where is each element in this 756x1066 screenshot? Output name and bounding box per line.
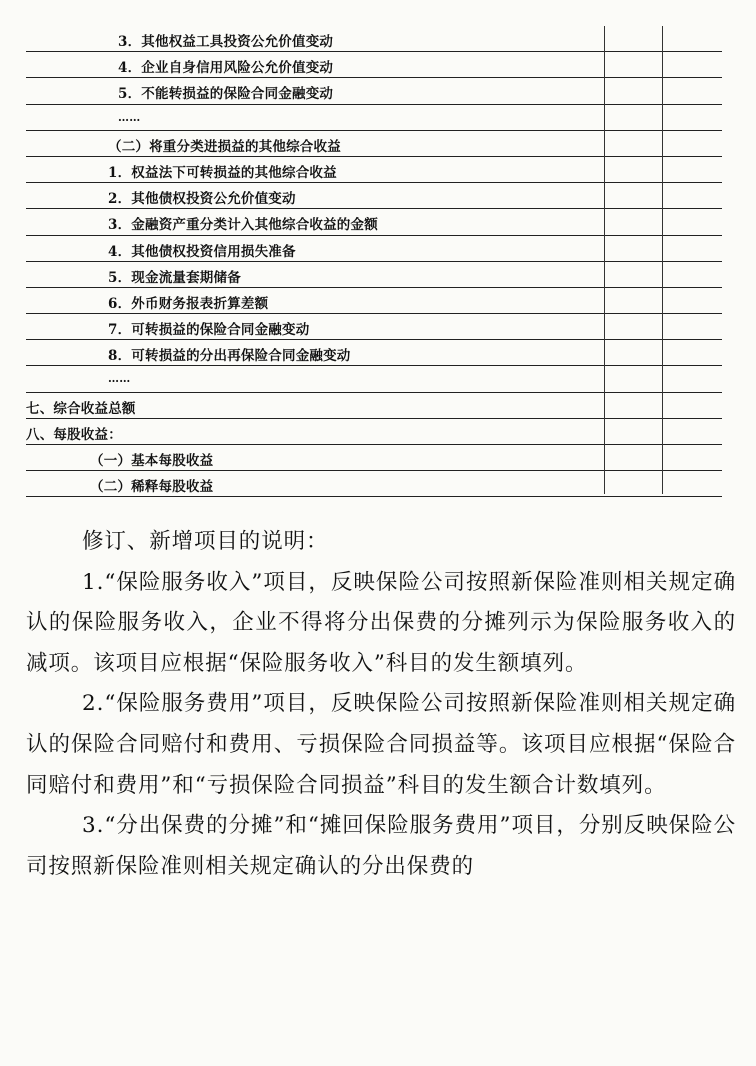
revision-notes [26, 522, 736, 887]
prior-period-cell [664, 262, 722, 287]
prior-period-cell [664, 52, 722, 77]
row-label: 2．其他债权投资公允价值变动 [108, 191, 296, 208]
prior-period-cell [664, 314, 722, 339]
current-period-cell [604, 131, 664, 156]
current-period-cell [604, 314, 664, 339]
table-row [26, 131, 722, 157]
current-period-cell [604, 26, 664, 51]
current-period-cell [604, 366, 664, 391]
table-row [26, 105, 722, 131]
note-paragraph-3: 3.“分出保费的分摊”和“摊回保险服务费用”项目，分别反映保险公司按照新保险准则相关规定确认的分出保费的 [26, 813, 736, 879]
row-label: 6．外币财务报表折算差额 [108, 295, 269, 312]
note-paragraph-1: 1.“保险服务收入”项目，反映保险公司按照新保险准则相关规定确认的保险服务收入，企业不得将分出保费的分摊列示为保险服务收入的减项。该项目应根据“保险服务收入”科目的发生额填列。 [26, 569, 736, 676]
row-label: 八、每股收益： [26, 426, 122, 443]
current-period-cell [604, 78, 664, 103]
table-row [26, 78, 722, 104]
prior-period-cell [664, 471, 722, 496]
table-row [26, 209, 722, 235]
row-label: 5．不能转损益的保险合同金融变动 [118, 86, 334, 103]
current-period-cell [604, 183, 664, 208]
prior-period-cell [664, 419, 722, 444]
prior-period-cell [664, 131, 722, 156]
table-row [26, 393, 722, 419]
current-period-cell [604, 52, 664, 77]
row-label: 4．其他债权投资信用损失准备 [108, 243, 296, 260]
table-row [26, 366, 722, 392]
current-period-cell [604, 393, 664, 418]
note-paragraph-2: 2.“保险服务费用”项目，反映保险公司按照新保险准则相关规定确认的保险合同赔付和费用、亏损保险合同损益等。该项目应根据“保险合同赔付和费用”和“亏损保险合同损益”科目的发生额合计数填列。 [26, 691, 736, 798]
table-row [26, 340, 722, 366]
table-column-divider [662, 26, 663, 494]
current-period-cell [604, 105, 664, 130]
table-column-divider [604, 26, 605, 494]
row-label: …… [118, 110, 141, 124]
row-label: 4．企业自身信用风险公允价值变动 [118, 60, 334, 77]
current-period-cell [604, 419, 664, 444]
current-period-cell [604, 445, 664, 470]
current-period-cell [604, 236, 664, 261]
table-row [26, 262, 722, 288]
income-statement-table [26, 26, 722, 497]
prior-period-cell [664, 105, 722, 130]
current-period-cell [604, 471, 664, 496]
row-label: （二）将重分类进损益的其他综合收益 [108, 138, 341, 155]
row-label: （一）基本每股收益 [90, 453, 214, 469]
row-label: 1．权益法下可转损益的其他综合收益 [108, 164, 337, 181]
prior-period-cell [664, 209, 722, 234]
prior-period-cell [664, 183, 722, 208]
table-row [26, 419, 722, 445]
prior-period-cell [664, 340, 722, 365]
row-label: 七、综合收益总额 [26, 400, 136, 417]
table-row [26, 445, 722, 471]
table-row [26, 471, 722, 497]
row-label: 7．可转损益的保险合同金融变动 [108, 322, 310, 339]
current-period-cell [604, 288, 664, 313]
row-label: …… [108, 372, 131, 386]
table-row [26, 52, 722, 78]
prior-period-cell [664, 78, 722, 103]
row-label: 3．金融资产重分类计入其他综合收益的金额 [108, 217, 378, 234]
prior-period-cell [664, 288, 722, 313]
table-row [26, 236, 722, 262]
prior-period-cell [664, 366, 722, 391]
prior-period-cell [664, 236, 722, 261]
table-row [26, 183, 722, 209]
row-label: （二）稀释每股收益 [90, 479, 214, 496]
notes-heading: 修订、新增项目的说明： [82, 529, 329, 554]
table-row [26, 314, 722, 340]
current-period-cell [604, 340, 664, 365]
row-label: 8．可转损益的分出再保险合同金融变动 [108, 348, 351, 365]
row-label: 5．现金流量套期储备 [108, 269, 241, 286]
prior-period-cell [664, 157, 722, 182]
current-period-cell [604, 262, 664, 287]
table-row [26, 26, 722, 52]
table-row [26, 288, 722, 314]
current-period-cell [604, 209, 664, 234]
table-row [26, 157, 722, 183]
current-period-cell [604, 157, 664, 182]
prior-period-cell [664, 445, 722, 470]
prior-period-cell [664, 26, 722, 51]
row-label: 3．其他权益工具投资公允价值变动 [118, 34, 334, 50]
prior-period-cell [664, 393, 722, 418]
